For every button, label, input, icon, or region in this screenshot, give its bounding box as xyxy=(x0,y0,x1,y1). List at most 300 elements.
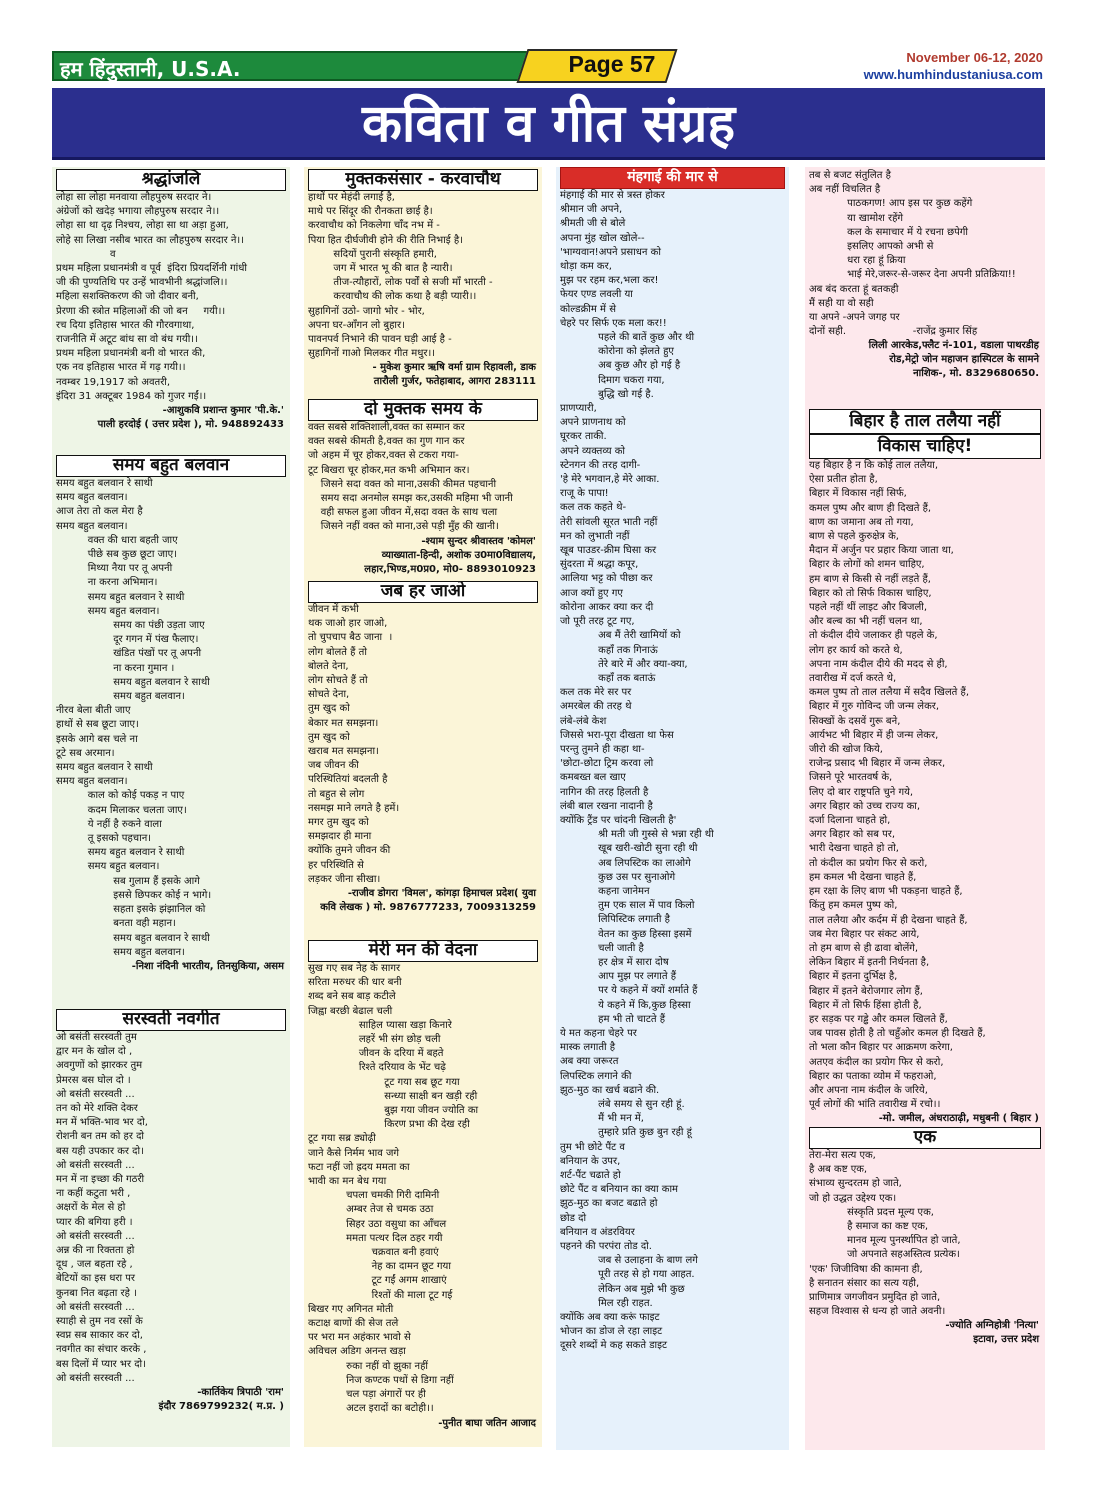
poem-line: मास्क लगाती है xyxy=(560,1042,616,1054)
poem-line: समय बहुत बलवान। xyxy=(56,946,185,958)
poem-line: अब लिपस्टिक का लाओगे xyxy=(560,857,691,869)
poem-line: और अपना नाम कंदील के जरिये, xyxy=(809,1084,928,1096)
masthead xyxy=(52,51,668,81)
poem-line: मंहगाई की मार से त्रस्त होकर xyxy=(560,190,665,201)
poem-line: बिहार में इतना दुर्भिक्ष है, xyxy=(809,971,898,983)
poem-line: जो अहम में चूर होकर,वक्त से टकरा गया- xyxy=(308,450,459,462)
poem-line: समय बहुत बलवान रे साथी xyxy=(56,478,153,489)
poem-line: बोलते देना, xyxy=(308,660,349,672)
poem-line: वक्त सबसे शक्तिशाली,वक्त का सम्मान कर xyxy=(308,422,465,433)
poem-line: अक्षरों के मेल से हो xyxy=(56,1202,126,1214)
poem-line: पाठकगण! आप इस पर कुछ कहेंगे xyxy=(809,198,973,210)
poem-line: अगर बिहार को उच्च राज्य का, xyxy=(809,800,921,812)
poem-credit: व्याख्याता-हिन्दी, अशोक उ0मा0विद्यालय, xyxy=(381,549,536,561)
poem-line: महिला सशक्तिकरण की जो दीवार बनी, xyxy=(56,291,199,303)
poem-line: छोड दो xyxy=(560,1212,587,1224)
poem-line: मैदान में अर्जुन पर प्रहार किया जाता था, xyxy=(809,545,954,557)
poem-line: किंतु हम कमल पुष्प को, xyxy=(809,900,898,912)
poem-line: 'भाग्यवान!अपने प्रसाधन को xyxy=(560,246,661,258)
poem-line: अतएव कंदील का प्रयोग फिर से करो, xyxy=(809,1056,944,1068)
poem-line: पूरी तरह से हो गया आहत. xyxy=(560,1269,695,1281)
poem-line: भारी देखना चाहते हो तो, xyxy=(809,843,899,855)
poem-line: अब बंद करता हूं बतकही xyxy=(809,283,899,295)
poem-line: बेटियों का इस धरा पर xyxy=(56,1273,135,1285)
poem-line: दूर गगन में पंख फैलाए। xyxy=(56,634,199,646)
poem-line: मन में ना इच्छा की गठरी xyxy=(56,1174,145,1186)
poem-section xyxy=(805,1127,1045,1347)
poem-line: बिहार में इतने बेरोजगार लोग हैं, xyxy=(809,985,923,997)
poem-line: कहाँ तक गिनाऊं xyxy=(560,644,658,656)
poem-credit: इटावा, उत्तर प्रदेश xyxy=(973,1334,1039,1346)
poem-line: समझदार ही माना xyxy=(308,831,372,843)
poem-line: 'छोटा-छोटा ट्रिम करवा लो xyxy=(560,758,654,770)
poem-line: तुम्हारे प्रति कुछ बुन रही हूं xyxy=(560,1127,692,1139)
poem-credit: कवि लेखक ) मो. 9876777233, 7009313259 xyxy=(320,902,536,914)
poem-section xyxy=(304,581,542,915)
poem-credit: -कार्तिकेय त्रिपाठी 'राम' xyxy=(197,1387,284,1399)
poem-section xyxy=(304,940,542,1431)
poem-line: प्रेमरस बस घोल दो । xyxy=(56,1074,131,1086)
poem-line: टूट बिखरा चूर होकर,मत कभी अभिमान कर। xyxy=(308,464,470,476)
poem-line: सुख गए सब नेह के सागर xyxy=(308,963,401,974)
poem-line: या अपने -अपने जगह पर xyxy=(809,312,900,324)
poem-line: पहले की बातें कुछ और थी xyxy=(560,332,695,344)
poem-line: शब्द बने सब बाड़ कटीले xyxy=(308,991,396,1003)
poem-line: कल तक कहते थे- xyxy=(560,502,627,514)
poem-line: हम बाण से किसी से नहीं लड़ते हैं, xyxy=(809,573,931,585)
poem-line: जाने कैसे निर्मम भाव जगे xyxy=(308,1147,400,1159)
poem-line: करवाचौथ को निकलेगा चाँद नभ में - xyxy=(308,220,440,232)
column-3 xyxy=(556,167,789,1450)
poem-line: जिसने पूरे भारतवर्ष के, xyxy=(809,772,893,784)
poem-line: जब पावस होती है तो चहुँओर कमल ही दिखते हैं, xyxy=(809,1028,986,1040)
poem-section xyxy=(304,399,542,577)
poem-line: नीरव बेला बीती जाए xyxy=(56,705,131,717)
poem-credit: -आशुकवि प्रशान्त कुमार 'पी.के.' xyxy=(162,405,284,417)
poem-line: बिहार में गुरु गोविन्द जी जन्म लेकर, xyxy=(809,701,940,713)
poem-line: रुका नहीं वो झुका नहीं xyxy=(308,1360,428,1372)
poem-line: जी की पुण्यतिथि पर उन्हें भावभीनी श्रद्धांजलि।। xyxy=(56,277,228,289)
poem-line: सुहागिनों गाओ मिलकर गीत मधुर।। xyxy=(308,348,436,360)
poem-line: अब नहीं विचलित है xyxy=(809,184,881,196)
poem-line: ताल तलैया और कर्दम में ही देखना चाहते हैं, xyxy=(809,914,968,926)
poem-line: कोल्डक्रीम में से xyxy=(560,303,616,315)
poem-line: पहले नहीं थीं लाइट और बिजली, xyxy=(809,602,928,614)
poem-line: शर्ट-पैंट चढाते हो xyxy=(560,1170,621,1182)
poem-line: कटाक्ष बाणों की सेज तले xyxy=(308,1318,399,1330)
poem-line: इसके आगे बस चले ना xyxy=(56,733,138,745)
poem-section xyxy=(805,169,1045,381)
poem-line: सन्ध्या साक्षी बन खड़ी रही xyxy=(308,1090,478,1102)
poem-title: मंहगाई की मार से xyxy=(560,167,785,189)
poem-line: कहना जानेमन xyxy=(560,885,650,897)
poem-line: कमल पुष्प तो ताल तलैया में सदैव खिलते हैं, xyxy=(809,687,970,699)
poem-line: झुठ-मुठ का बजट बढाते हो xyxy=(560,1198,658,1210)
poem-line: इसलिए आपको अभी से xyxy=(809,241,934,253)
poem-line: पूर्व लोगों की भांति तवारीख में रचो।। xyxy=(809,1099,941,1111)
poem-line: बुद्धि खो गई है. xyxy=(560,388,654,400)
poem-credit: पाली हरदोई ( उत्तर प्रदेश ), मो. 948892433 xyxy=(97,419,284,431)
poem-section xyxy=(52,455,290,974)
poem-line: तो कंदील दीये जलाकर ही पहले के, xyxy=(809,630,938,642)
poem-line: लोग सोचते हैं तो xyxy=(308,675,368,687)
poem-line: हर क्षेत्र में सारा दोष xyxy=(560,956,669,968)
poem-line: हर सड़क पर गड्ढे और कमल खिलते हैं, xyxy=(809,1013,948,1025)
poem-line: जो अपनाते सहअस्तित्व प्रत्येक। xyxy=(809,1249,960,1261)
poem-line: कमल पुष्प और बाण ही दिखते हैं, xyxy=(809,502,932,514)
poem-line: टूट गईं अगम शाखाएं xyxy=(308,1275,447,1287)
poem-line: तन को मेरे शक्ति देकर xyxy=(56,1103,138,1115)
poem-line: वही सफल हुआ जीवन में,सदा वक्त के साथ चला xyxy=(308,507,498,519)
poem-line: अब क्या जरूरत xyxy=(560,1056,619,1068)
poem-line: साहिल प्यासा खड़ा किनारे xyxy=(308,1019,452,1031)
poem-line: ना कहीं कटुता भरी , xyxy=(56,1188,131,1200)
poem-line: बेकार मत समझना। xyxy=(308,717,379,729)
poem-line: बिहार में तो सिर्फ हिंसा होती है, xyxy=(809,999,922,1011)
poem-line: अम्बर तेज से चमक उठा xyxy=(308,1204,434,1216)
poem-line: समय बहुत बलवान रे साथी xyxy=(56,762,153,774)
poem-line: पावनपर्व निभाने की पावन घड़ी आई है - xyxy=(308,334,452,346)
poem-line: नेह का दामन छूट गया xyxy=(308,1261,451,1273)
poem-line: बुझ गया जीवन ज्योति का xyxy=(308,1105,479,1117)
poem-line: समय सदा अनमोल समझ कर,उसकी महिमा भी जानी xyxy=(308,493,513,505)
poem-line: पीछे सब कुछ छूटा जाए। xyxy=(56,549,177,561)
poem-line: समय बहुत बलवान रे साथी xyxy=(56,591,185,603)
poem-line: लोग बोलते हैं तो xyxy=(308,646,367,658)
poem-line: बस दिलों में प्यार भर दो। xyxy=(56,1358,146,1370)
poem-line: हम कमल भी देखना चाहते हैं, xyxy=(809,871,917,883)
poem-line: सोचते देना, xyxy=(308,689,350,701)
poem-line: चेहरे पर सिर्फ एक मला कर!! xyxy=(560,317,667,329)
poem-section xyxy=(805,409,1045,1126)
poem-line: क्योंकि तुमने जीवन की xyxy=(308,845,391,857)
poem-line: किरण प्रभा की देख रही xyxy=(308,1119,470,1131)
poem-line: मगर तुम खुद को xyxy=(308,817,369,829)
poem-line: भावी का मन बेध गया xyxy=(308,1176,387,1188)
poem-line: श्रीमान जी अपने, xyxy=(560,204,623,216)
poem-line: ओ बसंती सरस्वती तुम xyxy=(56,1032,137,1043)
poem-line: समय बहुत बलवान। xyxy=(56,520,128,532)
poem-line: मैं भी मन में, xyxy=(560,1113,644,1125)
poem-line: कल तक मेरे सर पर xyxy=(560,687,632,699)
poem-line: दूसरे शब्दों मे कह सकते डाइट xyxy=(560,1340,668,1352)
column-1 xyxy=(52,167,290,1447)
poem-line: कुनबा नित बढ़ता रहे । xyxy=(56,1287,137,1299)
poem-line: लोहे सा लिखा नसीब भारत का लौहपुरुष सरदार ने।। xyxy=(56,234,244,246)
poem-line: प्यार की बगिया हरी । xyxy=(56,1216,133,1228)
poem-credit: -मो. जमील, अंधराठाढ़ी, मधुबनी ( बिहार ) xyxy=(878,1113,1039,1125)
section-banner xyxy=(52,88,1045,160)
poem-line: समय बहुत बलवान। xyxy=(56,861,160,873)
poem-line: है समाज का कष्ट एक, xyxy=(809,1221,929,1233)
poem-line: बिहार को तो सिर्फ विकास चाहिए, xyxy=(809,587,932,599)
poem-line: और बल्ब का भी नहीं चलन था, xyxy=(809,616,923,628)
poem-line: आज तेरा तो कल मेरा है xyxy=(56,506,143,518)
poem-line: सहता इसके झंझानिल को xyxy=(56,904,206,916)
poem-line: जब जीवन की xyxy=(308,760,359,772)
publication-bar xyxy=(52,51,552,81)
poem-line: दूध , जल बहता रहे , xyxy=(56,1259,133,1271)
poem-line: ओ बसंती सरस्वती ... xyxy=(56,1230,135,1242)
poem-line: जो हो उद्धत उद्देश्य एक। xyxy=(809,1192,897,1204)
poem-line: राजेन्द्र प्रसाद भी बिहार में जन्म लेकर, xyxy=(809,758,946,770)
poem-line: समय बहुत बलवान। xyxy=(56,492,128,504)
poem-line: बनियान व अंडरवियर xyxy=(560,1226,635,1238)
poem-line: तुम खुद को xyxy=(308,703,350,715)
poem-line: वेतन का कुछ हिस्सा इसमें xyxy=(560,928,692,940)
poem-line: चल पड़ा अंगारों पर ही xyxy=(308,1389,426,1401)
poem-line: अटल इरादों का बटोही।। xyxy=(308,1403,434,1415)
column-4 xyxy=(805,167,1045,1450)
poem-line: संस्कृति प्रदत्त मूल्य एक, xyxy=(809,1206,934,1218)
poem-line: प्राणिमात्र जगजीवन प्रमुदित हो जाते, xyxy=(809,1292,941,1304)
poem-line: लंबी बाल रखना नादानी है xyxy=(560,800,653,812)
poem-line: फेयर एण्ड लवली या xyxy=(560,289,633,301)
poem-line: काल को कोई पकड़ न पाए xyxy=(56,790,185,802)
poem-line: अविचल अडिग अनन्त खड़ा xyxy=(308,1346,406,1358)
poem-line: परिस्थितियां बदलती है xyxy=(308,774,388,786)
poem-line: टूटे सब अरमान। xyxy=(56,747,115,759)
poem-line: हाथों से सब छूटा जाए। xyxy=(56,719,139,731)
poem-credit: लिली आरकेड,फ्लैट नं-101, वडाला पाथरडीह xyxy=(868,340,1039,352)
poem-line: नवम्बर 19,1917 को अवतरी, xyxy=(56,376,171,388)
poem-line: सरिता मरुधर की धार बनी xyxy=(308,977,402,989)
poem-line: ये कहने में कि,कुछ हिस्सा xyxy=(560,999,691,1011)
poem-line: 'एक' जिजीविषा की कामना ही, xyxy=(809,1263,923,1275)
poem-line: नवगीत का संचार करके , xyxy=(56,1344,147,1356)
poem-line: निज कण्टक पथों से डिगा नहीं xyxy=(308,1374,454,1386)
poem-line: अन्न की ना रिक्तता हो xyxy=(56,1245,135,1257)
poem-line: समय बहुत बलवान। xyxy=(56,605,160,617)
poem-line: पर भरा मन अहंकार भावो से xyxy=(308,1332,411,1344)
poem-credit: -पुनीत बाघा जतिन आजाद xyxy=(438,1417,536,1429)
poem-line: इससे छिपकर कोई न भागे। xyxy=(56,889,212,901)
poem-line: लोग हर कार्य को करते थे, xyxy=(809,644,903,656)
poem-line: लंबे समय से सुन रही हूं. xyxy=(560,1099,685,1110)
poem-line: बस यही उपकार कर दो। xyxy=(56,1145,144,1157)
poem-line: या खामोश रहेंगे xyxy=(809,212,904,224)
banner-title: कविता व गीत संग्रह xyxy=(361,94,736,154)
poem-line: हम भी तो चाटते हैं xyxy=(560,1013,666,1025)
poem-line: अपना मुंह खोल खोले-- xyxy=(560,232,645,244)
poem-line: तीज-त्यौहारों, लोक पर्वों से सजी माँ भारती - xyxy=(308,277,493,289)
poem-line: है अब कष्ट एक, xyxy=(809,1164,868,1176)
poem-credit: -निशा नंदिनी भारतीय, तिनसुकिया, असम xyxy=(131,960,284,972)
poem-line: धरा रहा हूं क्रिया xyxy=(809,255,906,267)
poem-line: दोनों सही. -राजेंद्र कुमार सिंह xyxy=(809,326,978,338)
poem-line: राजनीति में अटूट बांध सा वो बंध गयी।। xyxy=(56,334,198,346)
poem-line: फटा नहीं जो ह्रदय ममता का xyxy=(308,1161,410,1173)
poem-line: घूरकर ताकी. xyxy=(560,431,607,443)
poem-line: समय बहुत बलवान रे साथी xyxy=(56,932,210,944)
poem-line: प्राणप्यारी, xyxy=(560,403,597,415)
poem-line: ओ बसंती सरस्वती ... xyxy=(56,1301,135,1313)
poem-line: समय बहुत बलवान। xyxy=(56,776,128,788)
poem-line: ओ बसंती सरस्वती ... xyxy=(56,1159,135,1171)
poem-line: तवारीख में दर्ज करते थे, xyxy=(809,673,897,685)
poem-line: जब से उलाहना के बाण लगे xyxy=(560,1255,698,1267)
poem-line: कल के समाचार में ये रचना छपेगी xyxy=(809,226,968,238)
poem-line: पहनने की परपंरा तोड दो. xyxy=(560,1241,652,1253)
poem-line: सिहर उठा वसुधा का आँचल xyxy=(308,1218,447,1230)
poem-line: अपने प्राणनाथ को xyxy=(560,417,626,429)
poem-line: ओ बसंती सरस्वती ... xyxy=(56,1372,135,1384)
poem-line: हाथों पर मेहंदी लगाई है, xyxy=(308,192,395,203)
poem-line: कदम मिलाकर चलता जाए। xyxy=(56,804,187,816)
poem-line: सब गुलाम हैं इसके आगे xyxy=(56,875,200,887)
poem-line: वक्त की धारा बहती जाए xyxy=(56,534,178,546)
poem-line: सुहागिनों उठो- जागो भोर - भोर, xyxy=(308,305,425,317)
poem-line: तो भला कौन बिहार पर आक्रमण करेगा, xyxy=(809,1042,953,1054)
poem-line: आलिया भट्ट को पीछा कर xyxy=(560,573,653,585)
poem-line: मुझ पर रहम कर,भला कर! xyxy=(560,275,659,287)
poem-line: लिपस्टिक लगाने की xyxy=(560,1070,632,1082)
poem-line: तो चुपचाप बैठ जाना । xyxy=(308,632,393,644)
poem-line: नसमझ माने लगते है हमें। xyxy=(308,802,400,814)
poem-line: आप मुझ पर लगाते हैं xyxy=(560,971,677,983)
poem-line: लंबे-लंबे केश xyxy=(560,715,607,727)
poem-line: कुछ उस पर सुनाओगे xyxy=(560,871,676,883)
page-number: Page 57 xyxy=(568,51,656,77)
poem-line: टूट गया सब्र ड्योढ़ी xyxy=(308,1133,376,1145)
poem-section xyxy=(52,169,290,432)
poem-line: व xyxy=(56,248,116,260)
poem-line: तुम खुद को xyxy=(308,731,350,743)
poem-line: रिश्ते दरियाव के भेंट चढ़े xyxy=(308,1062,446,1074)
poem-line: दिमाग चकरा गया, xyxy=(560,374,665,386)
poem-line: समय बहुत बलवान रे साथी xyxy=(56,676,210,688)
poem-line: ना करना अभिमान। xyxy=(56,577,158,589)
poem-line: वक्त सबसे कीमती है,वक्त का गुण गान कर xyxy=(308,436,465,448)
poem-line: यह बिहार है न कि कोई ताल तलैया, xyxy=(809,460,939,471)
poem-line: तुम एक साल में पाव किलो xyxy=(560,900,695,912)
poem-line: मन को लुभाती नहीं xyxy=(560,530,630,542)
poem-line: नागिन की तरह हिलती है xyxy=(560,786,649,798)
poem-line: तेरे बारे में और क्या-क्या, xyxy=(560,658,688,670)
poem-line: तो कंदील का प्रयोग फिर से करो, xyxy=(809,857,928,869)
poem-line: समय बहुत बलवान रे साथी xyxy=(56,847,185,859)
poem-credit: -श्याम सुन्दर श्रीवास्तव 'कोमल' xyxy=(421,535,536,547)
poem-line: समय बहुत बलवान। xyxy=(56,691,185,703)
poem-line: जब मेरा बिहार पर संकट आये, xyxy=(809,928,920,940)
poem-line: जिसने सदा वक्त को माना,उसकी कीमत पहचानी xyxy=(308,478,497,490)
poem-line: लोहा सा था दृढ़ निश्चय, लोहा सा था अड़ा हुआ, xyxy=(56,220,229,232)
issue-date: November 06-12, 2020 xyxy=(906,50,1043,65)
poem-line: कोरोना को झेलते हुए xyxy=(560,346,674,358)
poem-line: सिक्खों के दसवें गुरू बने, xyxy=(809,715,901,727)
poem-title: जब हर जाओ xyxy=(308,581,538,603)
poem-line: बाण का जमाना अब तो गया, xyxy=(809,516,914,528)
poem-line: जीवन के दरिया में बहते xyxy=(308,1048,444,1060)
poem-line: खूब खरी-खोटी सुना रही थी xyxy=(560,843,698,855)
poem-title: बिहार है ताल तलैया नहीं xyxy=(809,409,1041,434)
poem-line: कहाँ तक बताऊं xyxy=(560,672,656,684)
poem-line: मानव मूल्य पुनर्स्थापित हो जाते, xyxy=(809,1235,961,1247)
poem-credit: लहार,भिण्ड,म0प्र0, मो0- 8893010923 xyxy=(364,563,536,575)
poem-line: स्टेनगन की तरह दागी- xyxy=(560,459,641,471)
poem-line: तो हम बाण से ही ढावा बोलेंगे, xyxy=(809,942,919,954)
poem-section xyxy=(52,1009,290,1414)
poem-line: बनियान के उपर, xyxy=(560,1155,621,1167)
poem-title: श्रद्धांजलि xyxy=(56,169,286,191)
poem-line: लड़कर जीना सीखा। xyxy=(308,873,381,885)
poem-line: आर्यभट भी बिहार में ही जन्म लेकर, xyxy=(809,729,939,741)
poem-line: झुठ-मुठ का खर्च बढाने की. xyxy=(560,1084,660,1096)
poem-line: माथे पर सिंदूर की रौनकता छाई है। xyxy=(308,206,433,218)
poem-line: जिह्वा बरछी बेढाल चली xyxy=(308,1005,393,1017)
poem-title: मुक्तकसंसार - करवाचौथ xyxy=(308,169,538,191)
poem-line: भोजन का डोज ले रहा लाइट xyxy=(560,1326,663,1338)
poem-line: चपला चमकी गिरी दामिनी xyxy=(308,1190,440,1202)
poem-line: भाई मेरे,जरूर-से-जरूर देना अपनी प्रतिक्रिया!! xyxy=(809,269,1016,281)
poem-line: लेकिन अब मुझे भी कुछ xyxy=(560,1283,685,1295)
poem-line: क्योंकि अब क्या करूं फाइट xyxy=(560,1312,660,1324)
poem-line: खूब पाउडर-क्रीम घिसा कर xyxy=(560,545,657,557)
poem-credit: नाशिक-, मो. 8329680650. xyxy=(913,368,1039,380)
poem-line: रोशनी बन तम को हर दो xyxy=(56,1131,145,1143)
poem-line: तेरी सांवली सूरत भाती नहीं xyxy=(560,516,658,528)
poem-line: रच दिया इतिहास भारत की गौरवगाथा, xyxy=(56,319,195,331)
site-url[interactable]: www.humhindustaniusa.com xyxy=(863,67,1043,82)
poem-line: थोड़ा कम कर, xyxy=(560,261,612,273)
poem-line: सुंदरता में श्रद्धा कपूर, xyxy=(560,559,639,571)
poem-line: लिए दो बार राष्ट्रपति चुने गये, xyxy=(809,786,914,798)
poem-line: तेरा-मेरा सत्य एक, xyxy=(809,1150,876,1161)
poem-credit: इंदौर 7869799232( म.प्र. ) xyxy=(158,1401,284,1413)
poem-title: एक xyxy=(809,1127,1041,1149)
poem-line: लहरें भी संग छोड़ चली xyxy=(308,1034,441,1046)
poem-line: हम रक्षा के लिए बाण भी पकड़ना चाहते हैं, xyxy=(809,886,963,898)
poem-line: क्योंकि ट्रैंड पर चांदनी खिलती है' xyxy=(560,814,677,826)
poem-line: अगर बिहार को सब पर, xyxy=(809,829,896,841)
poem-line: तुम भी छोटे पैंट व xyxy=(560,1141,625,1153)
column-2 xyxy=(304,167,542,1447)
poem-line: 'हे मेरे भगवान,हे मेरे आका. xyxy=(560,474,660,486)
poem-line: इंदिरा 31 अक्टूबर 1984 को गुजर गईं।। xyxy=(56,390,207,402)
poem-line: स्याही से तुम नव रसों के xyxy=(56,1316,143,1328)
poem-line: सदियों पुरानी संस्कृति हमारी, xyxy=(308,248,437,260)
poem-line: पर ये कहने में क्यों शर्माते हैं xyxy=(560,985,698,997)
poem-line: अपना नाम कंदील दीये की मदद से ही, xyxy=(809,658,948,670)
poem-line: बिखर गए अगिनत मोती xyxy=(308,1303,394,1315)
poem-line: लेकिन बिहार में इतनी निर्धनता है, xyxy=(809,957,930,969)
poem-line: जो पूरी तरह टूट गए, xyxy=(560,616,635,628)
poem-line: बिहार में विकास नहीं सिर्फ, xyxy=(809,488,907,500)
poem-title: समय बहुत बलवान xyxy=(56,455,286,477)
poem-line: तब से बजट संतुलित है xyxy=(809,170,891,181)
poem-line: जिससे भरा-पूरा दीखता था फेस xyxy=(560,729,674,741)
poem-line: राजू के पापा! xyxy=(560,488,609,500)
poem-line: छोटे पैंट व बनियान का क्या काम xyxy=(560,1184,679,1196)
poem-line: मिल रही राहत. xyxy=(560,1297,653,1309)
poem-line: तू इसको पहचान। xyxy=(56,833,152,845)
poem-line: बाण से पहले कुरुक्षेत्र के, xyxy=(809,531,899,543)
poem-credit: -राजीव डोगरा 'विमल', कांगड़ा हिमाचल प्रदेश( युवा xyxy=(347,888,536,900)
poem-title: मेरी मन की वेदना xyxy=(308,940,538,962)
poem-title: दो मुक्तक समय के xyxy=(308,399,538,421)
poem-line: समय का पंछी उड़ता जाए xyxy=(56,620,205,632)
poem-line: है सनातन संसार का सत्य यही, xyxy=(809,1277,920,1289)
poem-line: ओ बसंती सरस्वती ... xyxy=(56,1088,135,1100)
poem-credit: रोड,मेट्रो जोन महाजन हास्पिटल के सामने xyxy=(889,354,1039,366)
poem-line: आज क्यों हुए गए xyxy=(560,587,623,599)
poem-section xyxy=(304,169,542,389)
poem-credit: - मुकेश कुमार ऋषि वर्मा ग्राम रिहावली, डाक xyxy=(372,362,536,374)
poem-line: अवगुणों को झारकर तुम xyxy=(56,1060,143,1072)
poem-line: बनता वही महान। xyxy=(56,918,176,930)
poem-line: प्रेरणा की स्त्रोत महिलाओं की जो बन गयी।। xyxy=(56,305,226,317)
poem-line: जीरो की खोज किये, xyxy=(809,744,883,756)
